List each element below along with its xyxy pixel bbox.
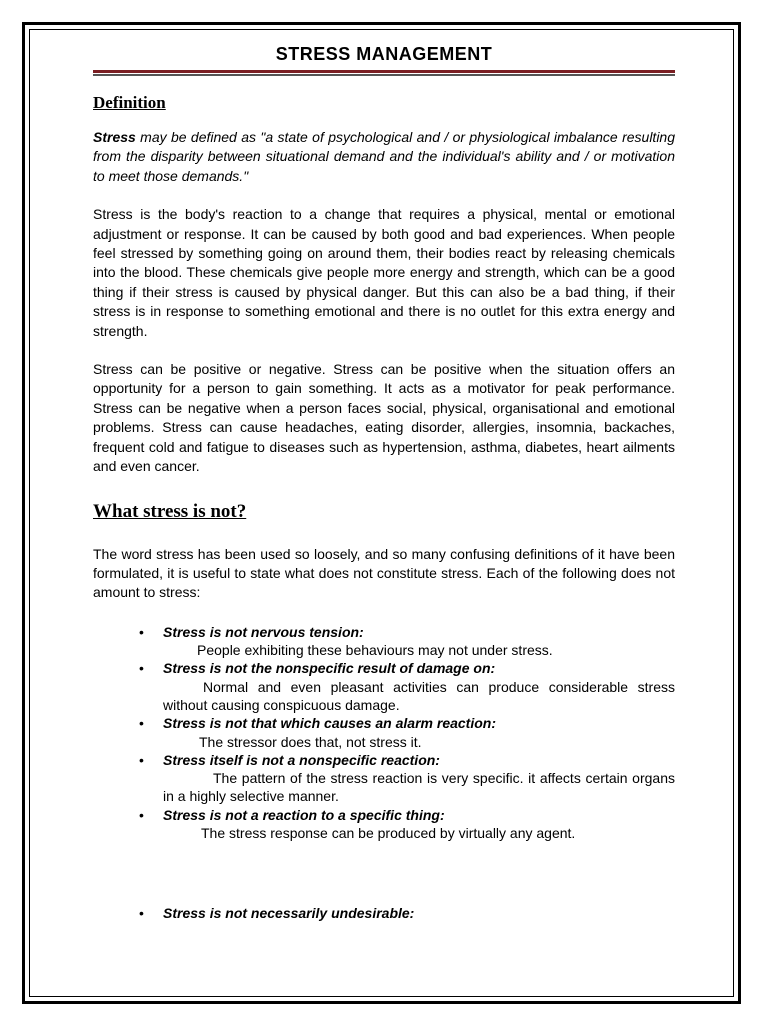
definition-text: may be defined as "a state of psychological and / or physiological imbalance resulting from the disparity between situational demand and the individual's ability and / or motivation to meet those demands." bbox=[93, 129, 675, 184]
list-item bbox=[93, 806, 675, 843]
list-item-title: Stress is not necessarily undesirable: bbox=[163, 905, 415, 922]
bullet-dot-icon: • bbox=[139, 905, 144, 922]
list-item-title: Stress is not the nonspecific result of damage on: bbox=[163, 660, 496, 677]
list-item-description: The stress response can be produced by virtually any agent. bbox=[201, 824, 576, 841]
definition-term: Stress bbox=[93, 129, 136, 145]
bullet-dot-icon: • bbox=[139, 660, 144, 677]
list-item-title: Stress is not nervous tension: bbox=[163, 623, 364, 640]
bullet-dot-icon: • bbox=[139, 715, 144, 732]
what-not-intro-paragraph: The word stress has been used so loosely, and so many confusing definitions of it have been formulated, it is useful to state what does not constitute stress. Each of the following does not amount to stress: bbox=[93, 545, 675, 601]
list-item-description: The stressor does that, not stress it. bbox=[199, 733, 422, 750]
what-stress-is-not-heading: What stress is not? bbox=[93, 500, 247, 522]
what-not-bullet-list bbox=[93, 623, 675, 923]
definition-heading: Definition bbox=[93, 93, 166, 112]
list-item-title: Stress is not that which causes an alarm reaction: bbox=[163, 715, 496, 732]
document-title: STRESS MANAGEMENT bbox=[275, 44, 493, 64]
list-item-description: People exhibiting these behaviours may not under stress. bbox=[197, 642, 553, 659]
document-content bbox=[93, 40, 675, 923]
list-item bbox=[93, 659, 675, 714]
list-item-title: Stress is not a reaction to a specific thing: bbox=[163, 806, 445, 823]
title-rule-red bbox=[93, 70, 675, 73]
list-item bbox=[93, 714, 675, 751]
list-item bbox=[93, 751, 675, 806]
list-item-description: Normal and even pleasant activities can produce considerable stress without causing conspicuous damage. bbox=[163, 678, 675, 713]
list-item-description: The pattern of the stress reaction is very specific. it affects certain organs in a highly selective manner. bbox=[163, 770, 675, 805]
list-item bbox=[93, 904, 675, 922]
list-item-title: Stress itself is not a nonspecific reaction: bbox=[163, 751, 440, 768]
bullet-dot-icon: • bbox=[139, 806, 144, 823]
body-reaction-paragraph: Stress is the body's reaction to a change that requires a physical, mental or emotional adjustment or response. It can be caused by both good and bad experiences. When people feel stressed by something going on around them, their bodies react by releasing chemicals into the blood. These chemicals give people more energy and strength, which can be a good thing if their stress is caused by physical danger. But this can also be a bad thing, if their stress is in response to something emotional and there is no outlet for this extra energy and strength. bbox=[93, 206, 675, 339]
bullet-dot-icon: • bbox=[139, 751, 144, 768]
bullet-dot-icon: • bbox=[139, 623, 144, 640]
list-item bbox=[93, 623, 675, 660]
definition-paragraph bbox=[93, 128, 675, 186]
title-rule-dark bbox=[93, 74, 675, 76]
positive-negative-paragraph: Stress can be positive or negative. Stress can be positive when the situation offers an opportunity for a person to gain something. It acts as a motivator for peak performance. Stress can be negative when a person faces social, physical, organisational and emotional problems. Stress can cause headaches, eating disorder, allergies, insomnia, backaches, frequent cold and fatigue to diseases such as hypertension, asthma, diabetes, heart ailments and even cancer. bbox=[93, 361, 675, 475]
